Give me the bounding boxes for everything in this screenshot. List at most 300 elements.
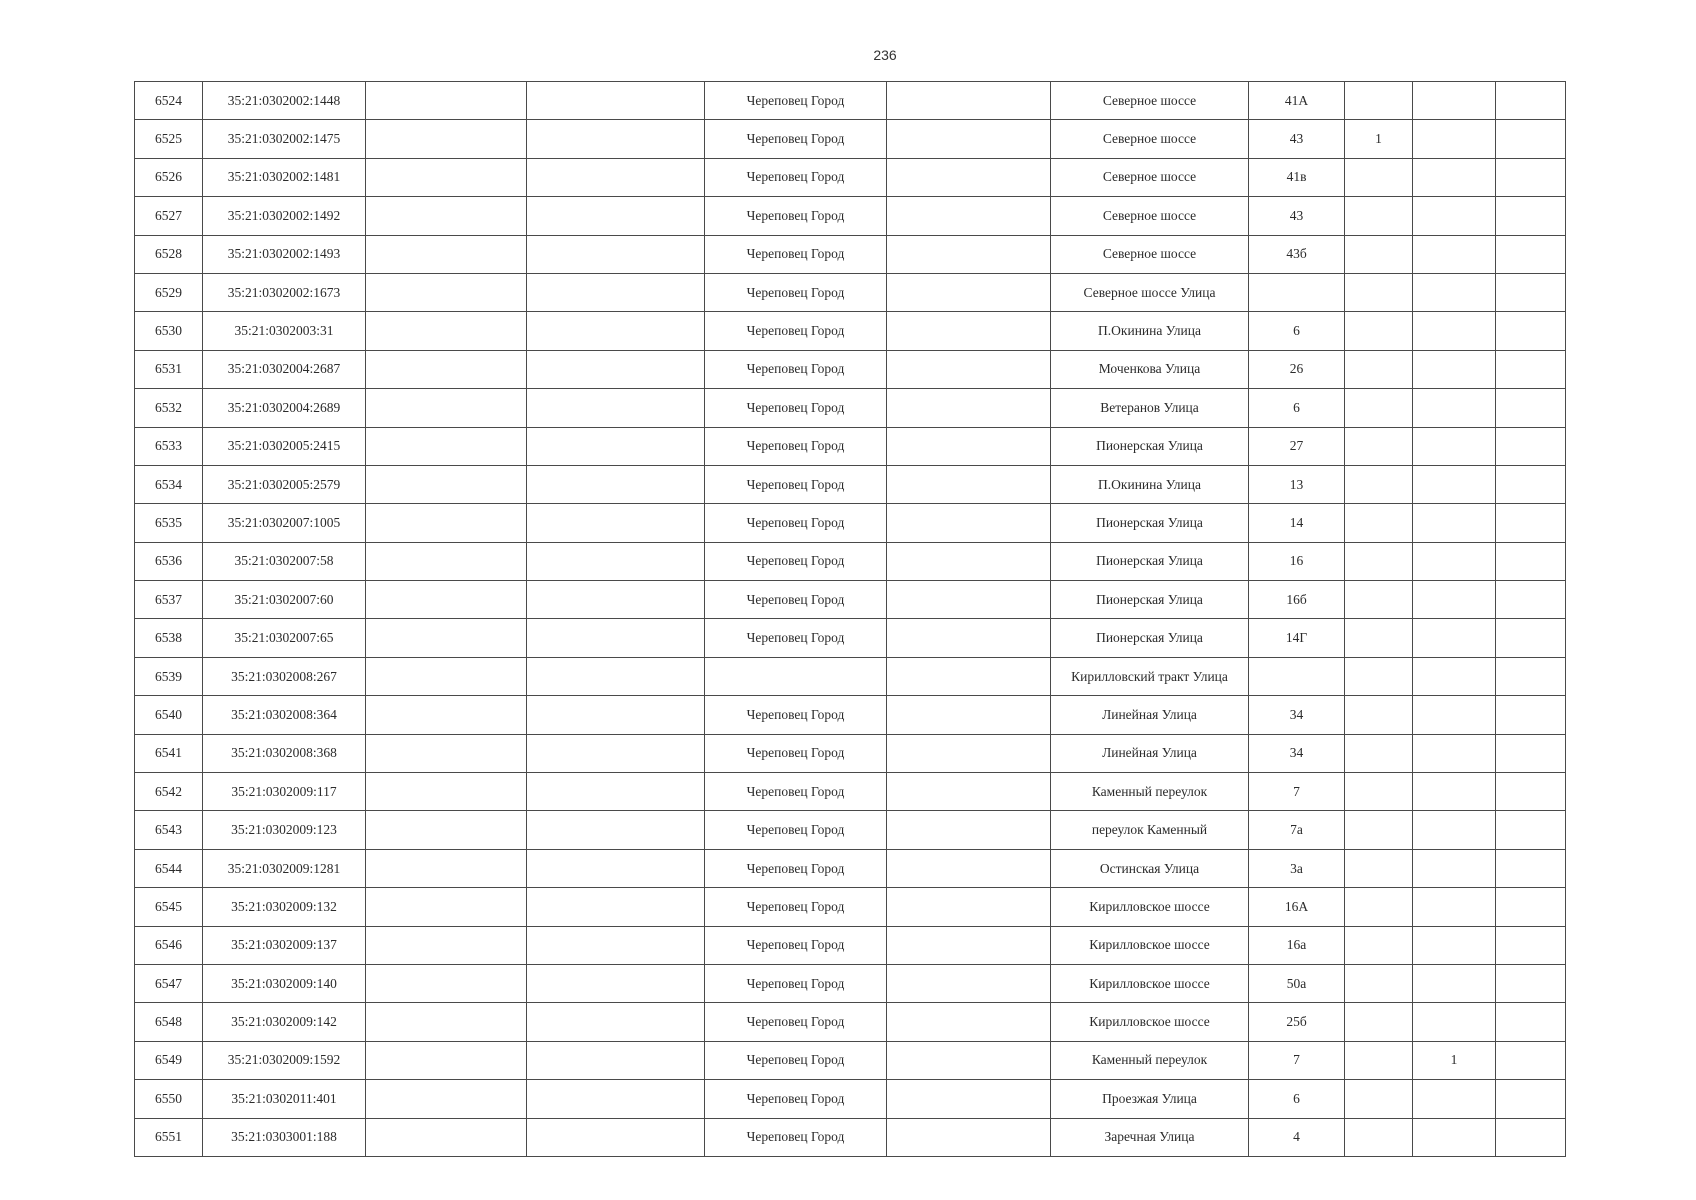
row-number-cell: 6531	[135, 350, 203, 388]
street-cell: Пионерская Улица	[1051, 619, 1249, 657]
locality-cell: Череповец Город	[705, 389, 887, 427]
column-3-cell	[366, 504, 527, 542]
row-number-cell: 6541	[135, 734, 203, 772]
row-number-cell: 6551	[135, 1118, 203, 1156]
row-number-cell: 6527	[135, 197, 203, 235]
row-number-cell: 6538	[135, 619, 203, 657]
column-4-cell	[527, 811, 705, 849]
cadastral-number-cell: 35:21:0302008:368	[203, 734, 366, 772]
column-3-cell	[366, 1041, 527, 1079]
column-4-cell	[527, 1041, 705, 1079]
column-3-cell	[366, 734, 527, 772]
column-10-cell	[1413, 504, 1496, 542]
column-9-cell	[1345, 1041, 1413, 1079]
column-10-cell	[1413, 773, 1496, 811]
house-number-cell: 16б	[1249, 581, 1345, 619]
column-10-cell	[1413, 82, 1496, 120]
locality-cell: Череповец Город	[705, 235, 887, 273]
locality-cell: Череповец Город	[705, 619, 887, 657]
column-6-cell	[887, 849, 1051, 887]
column-3-cell	[366, 158, 527, 196]
column-10-cell	[1413, 542, 1496, 580]
column-10-cell	[1413, 619, 1496, 657]
table-row	[135, 926, 1566, 964]
column-11-cell	[1496, 120, 1566, 158]
column-3-cell	[366, 273, 527, 311]
row-number-cell: 6548	[135, 1003, 203, 1041]
table-row	[135, 120, 1566, 158]
column-6-cell	[887, 197, 1051, 235]
column-10-cell	[1413, 1003, 1496, 1041]
column-6-cell	[887, 158, 1051, 196]
table-row	[135, 619, 1566, 657]
row-number-cell: 6549	[135, 1041, 203, 1079]
house-number-cell: 4	[1249, 1118, 1345, 1156]
locality-cell: Череповец Город	[705, 542, 887, 580]
cadastral-number-cell: 35:21:0302009:1281	[203, 849, 366, 887]
column-9-cell	[1345, 312, 1413, 350]
row-number-cell: 6539	[135, 657, 203, 695]
column-10-cell	[1413, 849, 1496, 887]
column-6-cell	[887, 811, 1051, 849]
column-6-cell	[887, 1118, 1051, 1156]
column-10-cell	[1413, 465, 1496, 503]
locality-cell: Череповец Город	[705, 1041, 887, 1079]
street-cell: Проезжая Улица	[1051, 1080, 1249, 1118]
row-number-cell: 6544	[135, 849, 203, 887]
street-cell: Пионерская Улица	[1051, 542, 1249, 580]
column-4-cell	[527, 504, 705, 542]
locality-cell: Череповец Город	[705, 197, 887, 235]
locality-cell: Череповец Город	[705, 773, 887, 811]
table-row	[135, 504, 1566, 542]
cadastral-number-cell: 35:21:0302002:1492	[203, 197, 366, 235]
locality-cell: Череповец Город	[705, 120, 887, 158]
locality-cell	[705, 657, 887, 695]
cadastral-number-cell: 35:21:0302005:2579	[203, 465, 366, 503]
column-10-cell	[1413, 389, 1496, 427]
cadastral-number-cell: 35:21:0302002:1493	[203, 235, 366, 273]
locality-cell: Череповец Город	[705, 1003, 887, 1041]
column-6-cell	[887, 350, 1051, 388]
locality-cell: Череповец Город	[705, 811, 887, 849]
house-number-cell: 26	[1249, 350, 1345, 388]
street-cell: Каменный переулок	[1051, 773, 1249, 811]
locality-cell: Череповец Город	[705, 427, 887, 465]
column-9-cell	[1345, 773, 1413, 811]
column-10-cell	[1413, 197, 1496, 235]
column-11-cell	[1496, 773, 1566, 811]
table-row	[135, 427, 1566, 465]
row-number-cell: 6536	[135, 542, 203, 580]
column-3-cell	[366, 926, 527, 964]
column-10-cell	[1413, 1118, 1496, 1156]
column-10-cell	[1413, 158, 1496, 196]
column-4-cell	[527, 888, 705, 926]
locality-cell: Череповец Город	[705, 888, 887, 926]
column-3-cell	[366, 1003, 527, 1041]
street-cell: Северное шоссе	[1051, 82, 1249, 120]
locality-cell: Череповец Город	[705, 926, 887, 964]
house-number-cell: 50а	[1249, 964, 1345, 1002]
row-number-cell: 6528	[135, 235, 203, 273]
street-cell: Пионерская Улица	[1051, 427, 1249, 465]
column-11-cell	[1496, 964, 1566, 1002]
house-number-cell: 34	[1249, 696, 1345, 734]
column-11-cell	[1496, 1041, 1566, 1079]
column-11-cell	[1496, 82, 1566, 120]
cadastral-number-cell: 35:21:0302009:1592	[203, 1041, 366, 1079]
column-3-cell	[366, 773, 527, 811]
street-cell: Линейная Улица	[1051, 696, 1249, 734]
house-number-cell: 6	[1249, 312, 1345, 350]
column-9-cell	[1345, 849, 1413, 887]
table-row	[135, 312, 1566, 350]
cadastral-number-cell: 35:21:0302002:1448	[203, 82, 366, 120]
column-3-cell	[366, 197, 527, 235]
house-number-cell: 7	[1249, 1041, 1345, 1079]
column-4-cell	[527, 619, 705, 657]
column-4-cell	[527, 427, 705, 465]
column-10-cell	[1413, 888, 1496, 926]
table-body	[135, 82, 1566, 1157]
column-10-cell	[1413, 581, 1496, 619]
column-6-cell	[887, 581, 1051, 619]
column-9-cell	[1345, 888, 1413, 926]
cadastral-number-cell: 35:21:0302004:2687	[203, 350, 366, 388]
cadastral-number-cell: 35:21:0302008:267	[203, 657, 366, 695]
column-4-cell	[527, 581, 705, 619]
column-9-cell	[1345, 581, 1413, 619]
street-cell: переулок Каменный	[1051, 811, 1249, 849]
column-10-cell	[1413, 811, 1496, 849]
column-11-cell	[1496, 273, 1566, 311]
column-6-cell	[887, 542, 1051, 580]
column-6-cell	[887, 235, 1051, 273]
column-3-cell	[366, 888, 527, 926]
column-3-cell	[366, 465, 527, 503]
column-6-cell	[887, 1003, 1051, 1041]
column-11-cell	[1496, 811, 1566, 849]
column-3-cell	[366, 581, 527, 619]
street-cell: Линейная Улица	[1051, 734, 1249, 772]
registry-table	[134, 81, 1566, 1157]
column-4-cell	[527, 964, 705, 1002]
column-9-cell	[1345, 619, 1413, 657]
column-11-cell	[1496, 158, 1566, 196]
column-11-cell	[1496, 657, 1566, 695]
column-6-cell	[887, 657, 1051, 695]
column-11-cell	[1496, 734, 1566, 772]
column-9-cell	[1345, 197, 1413, 235]
column-10-cell	[1413, 964, 1496, 1002]
column-6-cell	[887, 888, 1051, 926]
column-3-cell	[366, 696, 527, 734]
locality-cell: Череповец Город	[705, 82, 887, 120]
row-number-cell: 6526	[135, 158, 203, 196]
cadastral-number-cell: 35:21:0302009:132	[203, 888, 366, 926]
row-number-cell: 6542	[135, 773, 203, 811]
column-4-cell	[527, 235, 705, 273]
column-9-cell	[1345, 465, 1413, 503]
street-cell: Пионерская Улица	[1051, 581, 1249, 619]
row-number-cell: 6524	[135, 82, 203, 120]
row-number-cell: 6547	[135, 964, 203, 1002]
house-number-cell: 14	[1249, 504, 1345, 542]
house-number-cell: 6	[1249, 389, 1345, 427]
cadastral-number-cell: 35:21:0302003:31	[203, 312, 366, 350]
column-11-cell	[1496, 1118, 1566, 1156]
cadastral-number-cell: 35:21:0302011:401	[203, 1080, 366, 1118]
column-4-cell	[527, 120, 705, 158]
cadastral-number-cell: 35:21:0302009:140	[203, 964, 366, 1002]
column-6-cell	[887, 427, 1051, 465]
column-11-cell	[1496, 427, 1566, 465]
column-4-cell	[527, 773, 705, 811]
cadastral-number-cell: 35:21:0302008:364	[203, 696, 366, 734]
cadastral-number-cell: 35:21:0302002:1673	[203, 273, 366, 311]
house-number-cell: 41в	[1249, 158, 1345, 196]
column-4-cell	[527, 696, 705, 734]
column-9-cell	[1345, 1003, 1413, 1041]
street-cell: Ветеранов Улица	[1051, 389, 1249, 427]
cadastral-number-cell: 35:21:0302007:60	[203, 581, 366, 619]
house-number-cell	[1249, 657, 1345, 695]
column-6-cell	[887, 773, 1051, 811]
cadastral-number-cell: 35:21:0302002:1481	[203, 158, 366, 196]
table-row	[135, 811, 1566, 849]
table-row	[135, 1080, 1566, 1118]
locality-cell: Череповец Город	[705, 849, 887, 887]
table-row	[135, 773, 1566, 811]
column-6-cell	[887, 465, 1051, 503]
cadastral-number-cell: 35:21:0302005:2415	[203, 427, 366, 465]
cadastral-number-cell: 35:21:0302009:137	[203, 926, 366, 964]
column-10-cell	[1413, 350, 1496, 388]
column-11-cell	[1496, 542, 1566, 580]
street-cell: Северное шоссе	[1051, 197, 1249, 235]
row-number-cell: 6530	[135, 312, 203, 350]
house-number-cell: 14Г	[1249, 619, 1345, 657]
column-11-cell	[1496, 197, 1566, 235]
locality-cell: Череповец Город	[705, 1118, 887, 1156]
street-cell: П.Окинина Улица	[1051, 465, 1249, 503]
locality-cell: Череповец Город	[705, 696, 887, 734]
column-3-cell	[366, 427, 527, 465]
street-cell: Северное шоссе	[1051, 158, 1249, 196]
column-4-cell	[527, 197, 705, 235]
house-number-cell: 13	[1249, 465, 1345, 503]
locality-cell: Череповец Город	[705, 465, 887, 503]
house-number-cell: 16	[1249, 542, 1345, 580]
column-4-cell	[527, 542, 705, 580]
column-11-cell	[1496, 465, 1566, 503]
street-cell: Моченкова Улица	[1051, 350, 1249, 388]
column-9-cell	[1345, 657, 1413, 695]
row-number-cell: 6535	[135, 504, 203, 542]
house-number-cell	[1249, 273, 1345, 311]
column-3-cell	[366, 542, 527, 580]
locality-cell: Череповец Город	[705, 581, 887, 619]
row-number-cell: 6545	[135, 888, 203, 926]
column-11-cell	[1496, 389, 1566, 427]
column-11-cell	[1496, 1003, 1566, 1041]
column-11-cell	[1496, 696, 1566, 734]
table-row	[135, 82, 1566, 120]
house-number-cell: 27	[1249, 427, 1345, 465]
table-row	[135, 1003, 1566, 1041]
row-number-cell: 6540	[135, 696, 203, 734]
column-3-cell	[366, 1118, 527, 1156]
locality-cell: Череповец Город	[705, 312, 887, 350]
column-3-cell	[366, 811, 527, 849]
street-cell: Пионерская Улица	[1051, 504, 1249, 542]
street-cell: Кирилловский тракт Улица	[1051, 657, 1249, 695]
street-cell: Кирилловское шоссе	[1051, 888, 1249, 926]
column-9-cell	[1345, 964, 1413, 1002]
locality-cell: Череповец Город	[705, 273, 887, 311]
house-number-cell: 43	[1249, 197, 1345, 235]
street-cell: Каменный переулок	[1051, 1041, 1249, 1079]
column-6-cell	[887, 504, 1051, 542]
locality-cell: Череповец Город	[705, 1080, 887, 1118]
table-row	[135, 888, 1566, 926]
column-10-cell	[1413, 273, 1496, 311]
column-6-cell	[887, 1041, 1051, 1079]
locality-cell: Череповец Город	[705, 504, 887, 542]
locality-cell: Череповец Город	[705, 158, 887, 196]
row-number-cell: 6543	[135, 811, 203, 849]
cadastral-number-cell: 35:21:0303001:188	[203, 1118, 366, 1156]
cadastral-number-cell: 35:21:0302009:117	[203, 773, 366, 811]
row-number-cell: 6546	[135, 926, 203, 964]
column-4-cell	[527, 1118, 705, 1156]
house-number-cell: 34	[1249, 734, 1345, 772]
column-4-cell	[527, 273, 705, 311]
column-3-cell	[366, 657, 527, 695]
column-10-cell	[1413, 1080, 1496, 1118]
column-4-cell	[527, 849, 705, 887]
row-number-cell: 6529	[135, 273, 203, 311]
column-4-cell	[527, 926, 705, 964]
street-cell: П.Окинина Улица	[1051, 312, 1249, 350]
column-6-cell	[887, 926, 1051, 964]
house-number-cell: 43б	[1249, 235, 1345, 273]
column-10-cell: 1	[1413, 1041, 1496, 1079]
column-11-cell	[1496, 235, 1566, 273]
column-11-cell	[1496, 1080, 1566, 1118]
row-number-cell: 6533	[135, 427, 203, 465]
column-9-cell	[1345, 542, 1413, 580]
column-9-cell: 1	[1345, 120, 1413, 158]
table-row	[135, 158, 1566, 196]
column-11-cell	[1496, 619, 1566, 657]
cadastral-number-cell: 35:21:0302002:1475	[203, 120, 366, 158]
column-9-cell	[1345, 504, 1413, 542]
column-11-cell	[1496, 888, 1566, 926]
column-3-cell	[366, 964, 527, 1002]
column-9-cell	[1345, 350, 1413, 388]
house-number-cell: 25б	[1249, 1003, 1345, 1041]
column-4-cell	[527, 82, 705, 120]
column-9-cell	[1345, 273, 1413, 311]
column-4-cell	[527, 158, 705, 196]
house-number-cell: 16а	[1249, 926, 1345, 964]
column-10-cell	[1413, 734, 1496, 772]
column-6-cell	[887, 312, 1051, 350]
column-10-cell	[1413, 926, 1496, 964]
column-3-cell	[366, 619, 527, 657]
column-9-cell	[1345, 427, 1413, 465]
column-3-cell	[366, 82, 527, 120]
column-9-cell	[1345, 811, 1413, 849]
column-11-cell	[1496, 312, 1566, 350]
column-9-cell	[1345, 734, 1413, 772]
street-cell: Северное шоссе	[1051, 235, 1249, 273]
column-9-cell	[1345, 1118, 1413, 1156]
locality-cell: Череповец Город	[705, 964, 887, 1002]
row-number-cell: 6525	[135, 120, 203, 158]
house-number-cell: 6	[1249, 1080, 1345, 1118]
table-row	[135, 1118, 1566, 1156]
row-number-cell: 6537	[135, 581, 203, 619]
table-row	[135, 350, 1566, 388]
house-number-cell: 7	[1249, 773, 1345, 811]
column-3-cell	[366, 389, 527, 427]
row-number-cell: 6550	[135, 1080, 203, 1118]
column-3-cell	[366, 312, 527, 350]
cadastral-number-cell: 35:21:0302007:65	[203, 619, 366, 657]
column-10-cell	[1413, 312, 1496, 350]
table-row	[135, 657, 1566, 695]
column-9-cell	[1345, 1080, 1413, 1118]
column-3-cell	[366, 120, 527, 158]
column-4-cell	[527, 1080, 705, 1118]
table-row	[135, 581, 1566, 619]
column-9-cell	[1345, 82, 1413, 120]
column-6-cell	[887, 734, 1051, 772]
street-cell: Заречная Улица	[1051, 1118, 1249, 1156]
column-6-cell	[887, 389, 1051, 427]
street-cell: Кирилловское шоссе	[1051, 964, 1249, 1002]
column-9-cell	[1345, 926, 1413, 964]
column-9-cell	[1345, 696, 1413, 734]
table-row	[135, 465, 1566, 503]
table-row	[135, 849, 1566, 887]
column-9-cell	[1345, 235, 1413, 273]
house-number-cell: 7а	[1249, 811, 1345, 849]
column-6-cell	[887, 1080, 1051, 1118]
column-10-cell	[1413, 120, 1496, 158]
table-row	[135, 197, 1566, 235]
column-4-cell	[527, 465, 705, 503]
column-11-cell	[1496, 504, 1566, 542]
cadastral-number-cell: 35:21:0302007:1005	[203, 504, 366, 542]
column-10-cell	[1413, 696, 1496, 734]
cadastral-number-cell: 35:21:0302009:142	[203, 1003, 366, 1041]
house-number-cell: 41А	[1249, 82, 1345, 120]
house-number-cell: 43	[1249, 120, 1345, 158]
table-row	[135, 542, 1566, 580]
street-cell: Кирилловское шоссе	[1051, 926, 1249, 964]
table-row	[135, 273, 1566, 311]
column-3-cell	[366, 235, 527, 273]
column-3-cell	[366, 350, 527, 388]
street-cell: Остинская Улица	[1051, 849, 1249, 887]
house-number-cell: 3а	[1249, 849, 1345, 887]
column-9-cell	[1345, 389, 1413, 427]
column-6-cell	[887, 120, 1051, 158]
